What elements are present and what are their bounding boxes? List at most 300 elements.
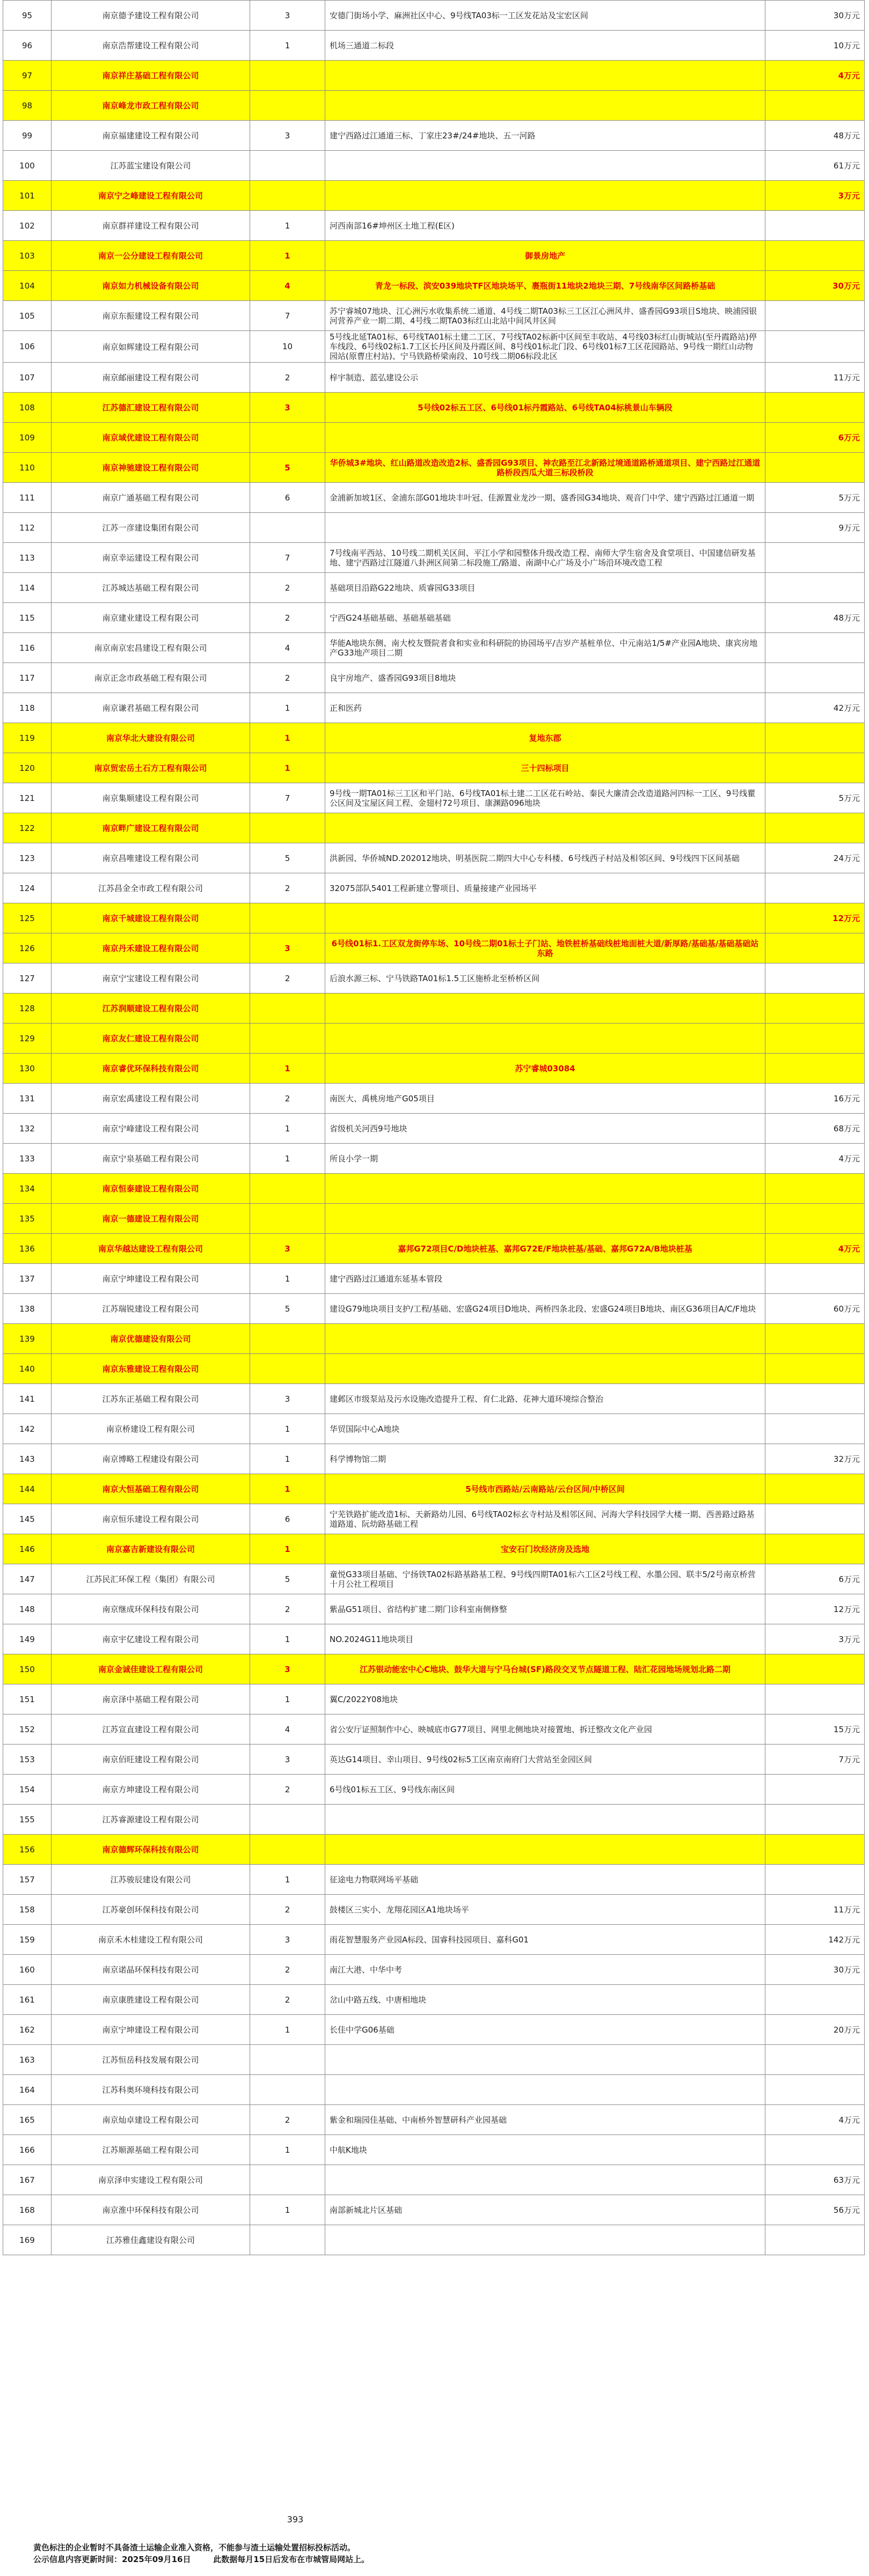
row-number: 114 [3,573,52,603]
project-count [250,1354,325,1384]
table-row [3,121,865,151]
table-row [3,1684,865,1714]
company-name: 南京南京宏昌建设工程有限公司 [52,633,250,663]
amount [765,963,865,993]
company-name: 南京灿卓建设工程有限公司 [52,2105,250,2135]
row-number: 140 [3,1354,52,1384]
project-count: 1 [250,241,325,271]
company-name: 江苏雅佳鑫建设有限公司 [52,2225,250,2255]
row-number: 143 [3,1444,52,1474]
amount [765,813,865,843]
amount [765,1534,865,1564]
amount [765,1985,865,2015]
company-name: 南京谦君基础工程有限公司 [52,693,250,723]
row-number: 124 [3,873,52,903]
company-name: 南京祥庄基础工程有限公司 [52,61,250,91]
amount [765,1684,865,1714]
company-name: 南京华北大建设有限公司 [52,723,250,753]
project-count [250,1835,325,1865]
table-row [3,843,865,873]
project-count: 3 [250,1925,325,1955]
table-row [3,1895,865,1925]
table-row [3,1985,865,2015]
company-name: 南京东雅建设工程有限公司 [52,1354,250,1384]
table-row [3,1414,865,1444]
company-name: 江苏昌金全市政工程有限公司 [52,873,250,903]
project-count: 10 [250,331,325,363]
project-count: 6 [250,483,325,513]
project-count: 1 [250,1865,325,1895]
project-list: 英达G14项目、幸山项目、9号线02标5工区南京南府门大营站至金园区间 [325,1745,765,1775]
amount: 4万元 [765,1234,865,1264]
row-number: 141 [3,1384,52,1414]
company-name: 南京桥建设工程有限公司 [52,1414,250,1444]
project-count: 1 [250,2015,325,2045]
project-count: 1 [250,1414,325,1444]
table-row [3,1745,865,1775]
row-number: 168 [3,2195,52,2225]
amount: 30万元 [765,1955,865,1985]
table-row [3,1174,865,1204]
amount [765,543,865,573]
project-list: 5号线市西路站/云南路站/云台区间/中桥区间 [325,1474,765,1504]
project-count: 3 [250,1,325,31]
project-list [325,1805,765,1835]
row-number: 154 [3,1775,52,1805]
amount [765,1024,865,1054]
company-name: 南京浩帮建设工程有限公司 [52,31,250,61]
company-name: 南京千城建设工程有限公司 [52,903,250,933]
company-name: 南京宁之峰建设工程有限公司 [52,181,250,211]
table-row [3,1474,865,1504]
project-list: 良宇房地产、盛香园G93项目8地块 [325,663,765,693]
project-list: 雨花智慧服务产业园A标段、国睿科技园项目、嘉科G01 [325,1925,765,1955]
row-number: 136 [3,1234,52,1264]
project-count [250,91,325,121]
table-row [3,903,865,933]
project-list: 三十四标项目 [325,753,765,783]
company-name: 江苏瑞锐建设工程有限公司 [52,1294,250,1324]
amount [765,1414,865,1444]
company-name: 南京宇亿建设工程有限公司 [52,1624,250,1654]
project-count [250,151,325,181]
company-name: 南京淮中环保科技有限公司 [52,2195,250,2225]
table-row [3,1204,865,1234]
project-list [325,1174,765,1204]
amount [765,723,865,753]
row-number: 133 [3,1144,52,1174]
company-name: 南京宁峰建设工程有限公司 [52,1114,250,1144]
row-number: 101 [3,181,52,211]
row-number: 100 [3,151,52,181]
company-name: 南京德辉环保科技有限公司 [52,1835,250,1865]
amount: 9万元 [765,513,865,543]
table-row [3,181,865,211]
project-list [325,423,765,453]
amount [765,2225,865,2255]
footer-note [33,2542,369,2565]
company-name: 南京恒泰建设工程有限公司 [52,1174,250,1204]
table-row [3,1624,865,1654]
project-count: 1 [250,1054,325,1084]
table-row [3,151,865,181]
project-list: 梓宇制造、蓝弘建设公示 [325,363,765,393]
row-number: 123 [3,843,52,873]
project-count: 3 [250,1384,325,1414]
company-name: 南京邮丽建设工程有限公司 [52,363,250,393]
project-list: 9号线一期TA01标三工区和平门站、6号线TA01标土建二工区花石岭站、秦民大廉清会改造道路河四标一工区、9号线瞿公区间及宝屋区间工程、金翅村72号项目、康渊路096地块 [325,783,765,813]
row-number: 113 [3,543,52,573]
table-row [3,1594,865,1624]
company-name: 江苏睿源建设工程有限公司 [52,1805,250,1835]
amount [765,211,865,241]
company-name: 南京神驰建设工程有限公司 [52,453,250,483]
project-list [325,1354,765,1384]
project-count: 3 [250,121,325,151]
amount: 4万元 [765,61,865,91]
project-count: 2 [250,603,325,633]
project-list: 建宁西路过江通道东延基本管段 [325,1264,765,1294]
table-row [3,1564,865,1594]
table-row [3,933,865,963]
row-number: 163 [3,2045,52,2075]
project-count: 2 [250,873,325,903]
project-list: 7号线南平西站、10号线二期机关区间、平江小学和园整体升级改造工程、南师大学生宿舍及食堂项目、中国建信研发基地、建宁西路过江隧道八卦洲区间第二标段施工/路道、南湖中心广场及小广场沿环境改造工程 [325,543,765,573]
project-list: 后浪水源三标、宁马铁路TA01标1.5工区施桥北至桥桥区间 [325,963,765,993]
company-name: 南京一公分建设工程有限公司 [52,241,250,271]
company-name: 南京集顺建设工程有限公司 [52,783,250,813]
row-number: 111 [3,483,52,513]
project-count: 1 [250,723,325,753]
company-name: 南京华越达建设工程有限公司 [52,1234,250,1264]
table-row [3,1084,865,1114]
row-number: 122 [3,813,52,843]
amount: 48万元 [765,121,865,151]
project-list [325,2045,765,2075]
footer-line-1: 黄色标注的企业暂时不具备渣土运输企业准入资格，不能参与渣土运输处置招标投标活动。 [33,2543,356,2552]
project-count [250,513,325,543]
table-row [3,1144,865,1174]
row-number: 131 [3,1084,52,1114]
table-row [3,1534,865,1564]
row-number: 95 [3,1,52,31]
table-row [3,1114,865,1144]
project-list: 华能A地块东侧、南大校友暨院者食和实业和科研院的协园场平/吉岁产基桩单位、中元南站1/5#产业园A地块、康宾房地产G33地产项目二期 [325,633,765,663]
amount: 12万元 [765,903,865,933]
amount [765,331,865,363]
company-name: 南京福建建设工程有限公司 [52,121,250,151]
project-list: 正和医药 [325,693,765,723]
row-number: 130 [3,1054,52,1084]
company-name: 南京禾木桂建设工程有限公司 [52,1925,250,1955]
row-number: 150 [3,1654,52,1684]
table-row [3,633,865,663]
amount [765,241,865,271]
amount [765,2075,865,2105]
project-count: 7 [250,301,325,331]
table-row [3,91,865,121]
table-row [3,31,865,61]
project-count: 2 [250,663,325,693]
company-name: 南京一德建设工程有限公司 [52,1204,250,1234]
company-name: 江苏科奥环境科技有限公司 [52,2075,250,2105]
table-row [3,543,865,573]
project-list [325,2075,765,2105]
project-list: 征途电力物联网场平基础 [325,1865,765,1895]
project-list: 华贸国际中心A地块 [325,1414,765,1444]
project-list: 32075部队5401工程新建立警项目、质量接建产业园场平 [325,873,765,903]
project-list: 青龙一标段、滨安039地块TF区地块场平、裹瓶街11地块2地块三期、7号线南华区间路桥基础 [325,271,765,301]
table-row [3,61,865,91]
table-row [3,2225,865,2255]
project-count: 2 [250,1895,325,1925]
amount [765,1865,865,1895]
project-count: 2 [250,963,325,993]
company-name: 江苏蓝宝建设有限公司 [52,151,250,181]
company-name: 南京宁坤建设工程有限公司 [52,2015,250,2045]
row-number: 145 [3,1504,52,1534]
table-row [3,1714,865,1745]
amount [765,993,865,1024]
project-count: 5 [250,453,325,483]
project-list: 鼓楼区三实小、龙翔花园区A1地块场平 [325,1895,765,1925]
amount: 56万元 [765,2195,865,2225]
project-count [250,993,325,1024]
project-list: 苏宁睿城03084 [325,1054,765,1084]
row-number: 128 [3,993,52,1024]
project-count [250,61,325,91]
project-list: 5号线02标五工区、6号线01标丹霞路站、6号线TA04标桃景山车辆段 [325,393,765,423]
amount [765,873,865,903]
amount: 4万元 [765,2105,865,2135]
amount [765,91,865,121]
amount [765,301,865,331]
table-row [3,1294,865,1324]
table-row [3,1925,865,1955]
project-list [325,513,765,543]
row-number: 120 [3,753,52,783]
amount: 5万元 [765,783,865,813]
project-count [250,1024,325,1054]
project-count: 1 [250,211,325,241]
row-number: 126 [3,933,52,963]
company-name: 南京继成环保科技有限公司 [52,1594,250,1624]
row-number: 149 [3,1624,52,1654]
table-row [3,2045,865,2075]
row-number: 117 [3,663,52,693]
project-count: 1 [250,31,325,61]
project-count [250,2045,325,2075]
project-count: 3 [250,1745,325,1775]
amount [765,453,865,483]
row-number: 151 [3,1684,52,1714]
table-row [3,1024,865,1054]
project-list [325,1024,765,1054]
table-row [3,1264,865,1294]
row-number: 119 [3,723,52,753]
project-list: 洪新园、华侨城ND.202012地块、明基医院二期四大中心专科楼、6号线西子村站及相邻区间、9号线四下区间基础 [325,843,765,873]
project-count: 5 [250,1294,325,1324]
company-name: 南京佰旺建设工程有限公司 [52,1745,250,1775]
company-name: 南京友仁建设工程有限公司 [52,1024,250,1054]
project-list: 御景房地产 [325,241,765,271]
project-list [325,2165,765,2195]
table-row [3,1054,865,1084]
table-row [3,723,865,753]
project-list: 安德门街场小学、麻洲社区中心、9号线TA03标一工区发花站及宝宏区间 [325,1,765,31]
project-list: 省级机关河西9号地块 [325,1114,765,1144]
company-name: 南京如辉建设工程有限公司 [52,331,250,363]
table-row [3,2135,865,2165]
amount: 11万元 [765,363,865,393]
amount [765,2135,865,2165]
company-name: 江苏城达基础工程有限公司 [52,573,250,603]
row-number: 127 [3,963,52,993]
amount: 142万元 [765,1925,865,1955]
table-row [3,1,865,31]
table-row [3,1805,865,1835]
company-name: 江苏东正基础工程有限公司 [52,1384,250,1414]
amount: 68万元 [765,1114,865,1144]
company-name: 南京宁泉基础工程有限公司 [52,1144,250,1174]
project-list: 江苏银动能宏中心C地块、鼓华大道与宁马台城(SF)路段交叉节点隧道工程、陆汇花园地场规划北路二期 [325,1654,765,1684]
project-count [250,181,325,211]
project-list: 基础项目沿路G22地块、质睿园G33项目 [325,573,765,603]
table-row [3,1504,865,1534]
company-name: 江苏恒岳科技发展有限公司 [52,2045,250,2075]
table-row [3,1865,865,1895]
project-list: 童悦G33项目基础、宁扬铁TA02标路基路基工程、9号线四期TA01标六工区2号线工程、水墨公园、联丰5/2号南京桥营十月公社工程项目 [325,1564,765,1594]
project-count: 1 [250,2135,325,2165]
table-row [3,1234,865,1264]
amount [765,573,865,603]
row-number: 142 [3,1414,52,1444]
project-count: 1 [250,2195,325,2225]
company-name: 南京优德建设有限公司 [52,1324,250,1354]
row-number: 138 [3,1294,52,1324]
project-list: 华侨城3#地块、红山路道改造改造2标、盛香园G93项目、神农路至江北新路过境通道路桥通道项目、建宁西路过江通道路桥段西瓜大道三标段桥段 [325,453,765,483]
row-number: 105 [3,301,52,331]
company-name: 南京金诚佳建设工程有限公司 [52,1654,250,1684]
company-name: 南京建业建设工程有限公司 [52,603,250,633]
company-name: 南京峰龙市政工程有限公司 [52,91,250,121]
row-number: 164 [3,2075,52,2105]
company-name: 江苏德汇建设工程有限公司 [52,393,250,423]
row-number: 160 [3,1955,52,1985]
project-list: 嘉邦G72项目C/D地块桩基、嘉邦G72E/F地块桩基/基础、嘉邦G72A/B地块桩基 [325,1234,765,1264]
project-list: 紫晶G51项目、省结构扩建二期门诊科室南侧修整 [325,1594,765,1624]
company-name: 南京大恒基础工程有限公司 [52,1474,250,1504]
project-count: 2 [250,1955,325,1985]
project-count: 1 [250,693,325,723]
project-count: 1 [250,1534,325,1564]
amount: 61万元 [765,151,865,181]
amount: 4万元 [765,1144,865,1174]
project-count: 1 [250,1444,325,1474]
amount: 24万元 [765,843,865,873]
table-row [3,483,865,513]
project-count: 7 [250,543,325,573]
amount [765,1054,865,1084]
amount: 15万元 [765,1714,865,1745]
table-row [3,693,865,723]
table-row [3,301,865,331]
project-count: 4 [250,633,325,663]
project-list [325,1835,765,1865]
table-row [3,1444,865,1474]
project-count: 3 [250,1234,325,1264]
project-list: 紫金和瑞园佳基础、中南桥外智慧研科产业园基础 [325,2105,765,2135]
project-count: 2 [250,1594,325,1624]
table-row [3,753,865,783]
project-count: 1 [250,1144,325,1174]
row-number: 146 [3,1534,52,1564]
project-list: 建宁西路过江通道三标、丁家庄23#/24#地块、五一河路 [325,121,765,151]
amount: 60万元 [765,1294,865,1324]
project-count: 3 [250,393,325,423]
row-number: 97 [3,61,52,91]
company-name: 南京如力机械设备有限公司 [52,271,250,301]
row-number: 162 [3,2015,52,2045]
project-list: 南医大、禹桃房地产G05项目 [325,1084,765,1114]
company-name: 江苏民汇环保工程（集团）有限公司 [52,1564,250,1594]
amount: 3万元 [765,181,865,211]
footer-line-2: 公示信息内容更新时间：2025年09月16日 此数据每月15日后发布在市城管局网站上。 [33,2555,370,2564]
project-count: 1 [250,1624,325,1654]
row-number: 121 [3,783,52,813]
project-list: 宝安石门坎经济房及选地 [325,1534,765,1564]
table-row [3,573,865,603]
table-row [3,1835,865,1865]
amount [765,1354,865,1384]
row-number: 156 [3,1835,52,1865]
project-count [250,813,325,843]
amount [765,1204,865,1234]
company-name: 南京方坤建设工程有限公司 [52,1775,250,1805]
project-list: 复地东郡 [325,723,765,753]
project-list: 岔山中路五线、中唐相地块 [325,1985,765,2015]
row-number: 167 [3,2165,52,2195]
project-count: 2 [250,573,325,603]
row-number: 148 [3,1594,52,1624]
table-row [3,2105,865,2135]
project-list: 翼C/2022Y08地块 [325,1684,765,1714]
project-list: 6号线01标五工区、9号线东南区间 [325,1775,765,1805]
table-row [3,241,865,271]
row-number: 115 [3,603,52,633]
company-name: 南京宁宝建设工程有限公司 [52,963,250,993]
project-list [325,91,765,121]
project-list: NO.2024G11地块项目 [325,1624,765,1654]
project-list [325,813,765,843]
row-number: 165 [3,2105,52,2135]
company-name: 南京泽中基础工程有限公司 [52,1684,250,1714]
project-count: 2 [250,1985,325,2015]
row-number: 159 [3,1925,52,1955]
project-list [325,1324,765,1354]
project-list: 6号线01标1.工区双龙街停车场、10号线二期01标土子门站、地铁桩桥基础线桩地面桩大道/新厚路/基础基/基础基础站东路 [325,933,765,963]
table-row [3,1324,865,1354]
company-name: 南京畔广建设工程有限公司 [52,813,250,843]
company-name: 南京博略工程建设有限公司 [52,1444,250,1474]
table-row [3,271,865,301]
project-count [250,2075,325,2105]
project-count: 3 [250,933,325,963]
table-row [3,783,865,813]
amount [765,1504,865,1534]
amount [765,1654,865,1684]
table-row [3,1354,865,1384]
